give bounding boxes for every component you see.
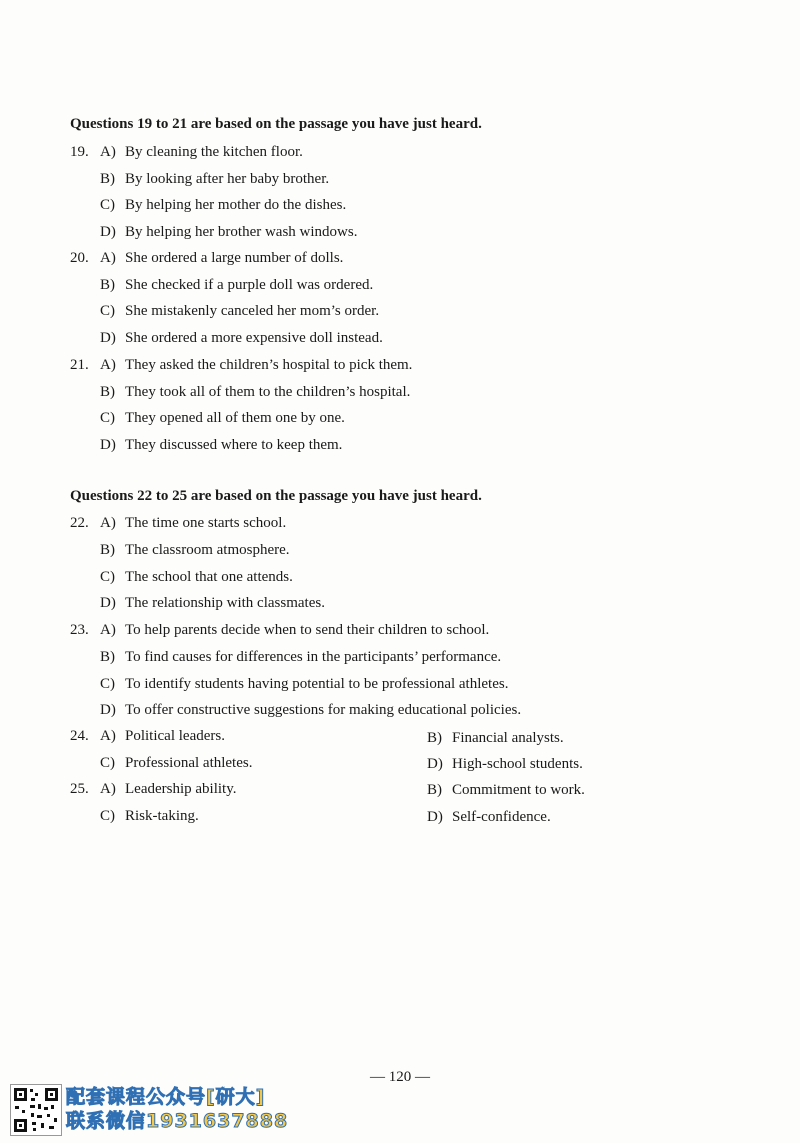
question-21 (0, 356, 412, 374)
option-letter: B) (427, 730, 442, 746)
option-letter: A) (100, 144, 116, 160)
option-line (100, 223, 357, 241)
option-letter: C) (100, 303, 115, 319)
option-text: She mistakenly canceled her mom’s order. (125, 303, 380, 319)
option-text: The classroom atmosphere. (125, 542, 290, 558)
option-line (100, 196, 346, 214)
option-line (427, 755, 583, 773)
watermark-line-2: 联系微信1931637888 (66, 1110, 289, 1132)
question-number: 21. (70, 357, 89, 373)
option-letter: A) (100, 728, 116, 744)
option-text: By looking after her baby brother. (125, 171, 330, 187)
option-text: The school that one attends. (125, 569, 293, 585)
watermark-line-1: 配套课程公众号[研大] (66, 1086, 266, 1108)
option-text: She checked if a purple doll was ordered. (125, 277, 374, 293)
option-line (100, 409, 345, 427)
option-line (100, 170, 329, 188)
option-letter: C) (100, 755, 115, 771)
option-letter: B) (100, 649, 115, 665)
option-text: To offer constructive suggestions for making educational policies. (125, 702, 522, 718)
option-text: By cleaning the kitchen floor. (125, 144, 303, 160)
option-text: Leadership ability. (125, 781, 237, 797)
question-number: 24. (70, 728, 89, 744)
option-text: They asked the children’s hospital to pick them. (125, 357, 413, 373)
option-letter: D) (100, 224, 116, 240)
watermark (10, 1084, 310, 1134)
option-line (100, 701, 521, 719)
section-heading: Questions 22 to 25 are based on the passage you have just heard. (70, 488, 482, 504)
option-letter: A) (100, 622, 116, 638)
option-letter: D) (100, 702, 116, 718)
option-line (100, 754, 252, 772)
option-text: Commitment to work. (452, 782, 585, 798)
option-line (100, 594, 325, 612)
option-line (100, 648, 501, 666)
option-letter: B) (100, 277, 115, 293)
option-text: Risk-taking. (125, 808, 199, 824)
option-letter: B) (427, 782, 442, 798)
option-line (100, 675, 508, 693)
question-20 (0, 249, 343, 267)
question-19 (0, 143, 303, 161)
option-letter: C) (100, 410, 115, 426)
option-line (100, 276, 373, 294)
option-letter: C) (100, 197, 115, 213)
option-letter: C) (100, 569, 115, 585)
option-letter: A) (100, 250, 116, 266)
question-22 (0, 514, 286, 532)
option-text: By helping her mother do the dishes. (125, 197, 347, 213)
option-text: By helping her brother wash windows. (125, 224, 358, 240)
option-text: They discussed where to keep them. (125, 437, 343, 453)
option-letter: D) (100, 437, 116, 453)
option-text: They took all of them to the children’s hospital. (125, 384, 411, 400)
option-text: High-school students. (452, 756, 583, 772)
option-text: She ordered a large number of dolls. (125, 250, 344, 266)
option-letter: C) (100, 676, 115, 692)
question-25 (0, 780, 237, 798)
option-text: To find causes for differences in the participants’ performance. (125, 649, 502, 665)
option-letter: B) (100, 171, 115, 187)
option-letter: A) (100, 357, 116, 373)
option-letter: B) (100, 384, 115, 400)
option-letter: D) (427, 756, 443, 772)
option-line (100, 436, 342, 454)
question-number: 23. (70, 622, 89, 638)
page-number: — 120 — (370, 1069, 430, 1085)
option-text: Political leaders. (125, 728, 225, 744)
option-letter: A) (100, 781, 116, 797)
question-number: 19. (70, 144, 89, 160)
option-text: The time one starts school. (125, 515, 287, 531)
option-text: Self-confidence. (452, 809, 551, 825)
option-line (427, 781, 585, 799)
question-24 (0, 727, 225, 745)
option-text: Financial analysts. (452, 730, 564, 746)
question-number: 22. (70, 515, 89, 531)
option-letter: C) (100, 808, 115, 824)
option-line (100, 541, 290, 559)
option-text: Professional athletes. (125, 755, 253, 771)
option-line (100, 807, 199, 825)
section-heading: Questions 19 to 21 are based on the passage you have just heard. (70, 116, 482, 132)
qr-code-icon (10, 1084, 62, 1136)
option-letter: D) (100, 595, 116, 611)
option-line (427, 729, 564, 747)
option-letter: D) (100, 330, 116, 346)
question-number: 20. (70, 250, 89, 266)
option-text: They opened all of them one by one. (125, 410, 345, 426)
option-letter: A) (100, 515, 116, 531)
option-line (100, 383, 410, 401)
option-text: She ordered a more expensive doll instead. (125, 330, 383, 346)
option-line (100, 568, 293, 586)
option-text: The relationship with classmates. (125, 595, 325, 611)
option-letter: B) (100, 542, 115, 558)
option-text: To identify students having potential to be professional athletes. (125, 676, 509, 692)
option-letter: D) (427, 809, 443, 825)
question-number: 25. (70, 781, 89, 797)
option-line (427, 808, 551, 826)
option-line (100, 329, 383, 347)
option-text: To help parents decide when to send their children to school. (125, 622, 490, 638)
option-line (100, 302, 379, 320)
question-23 (0, 621, 489, 639)
